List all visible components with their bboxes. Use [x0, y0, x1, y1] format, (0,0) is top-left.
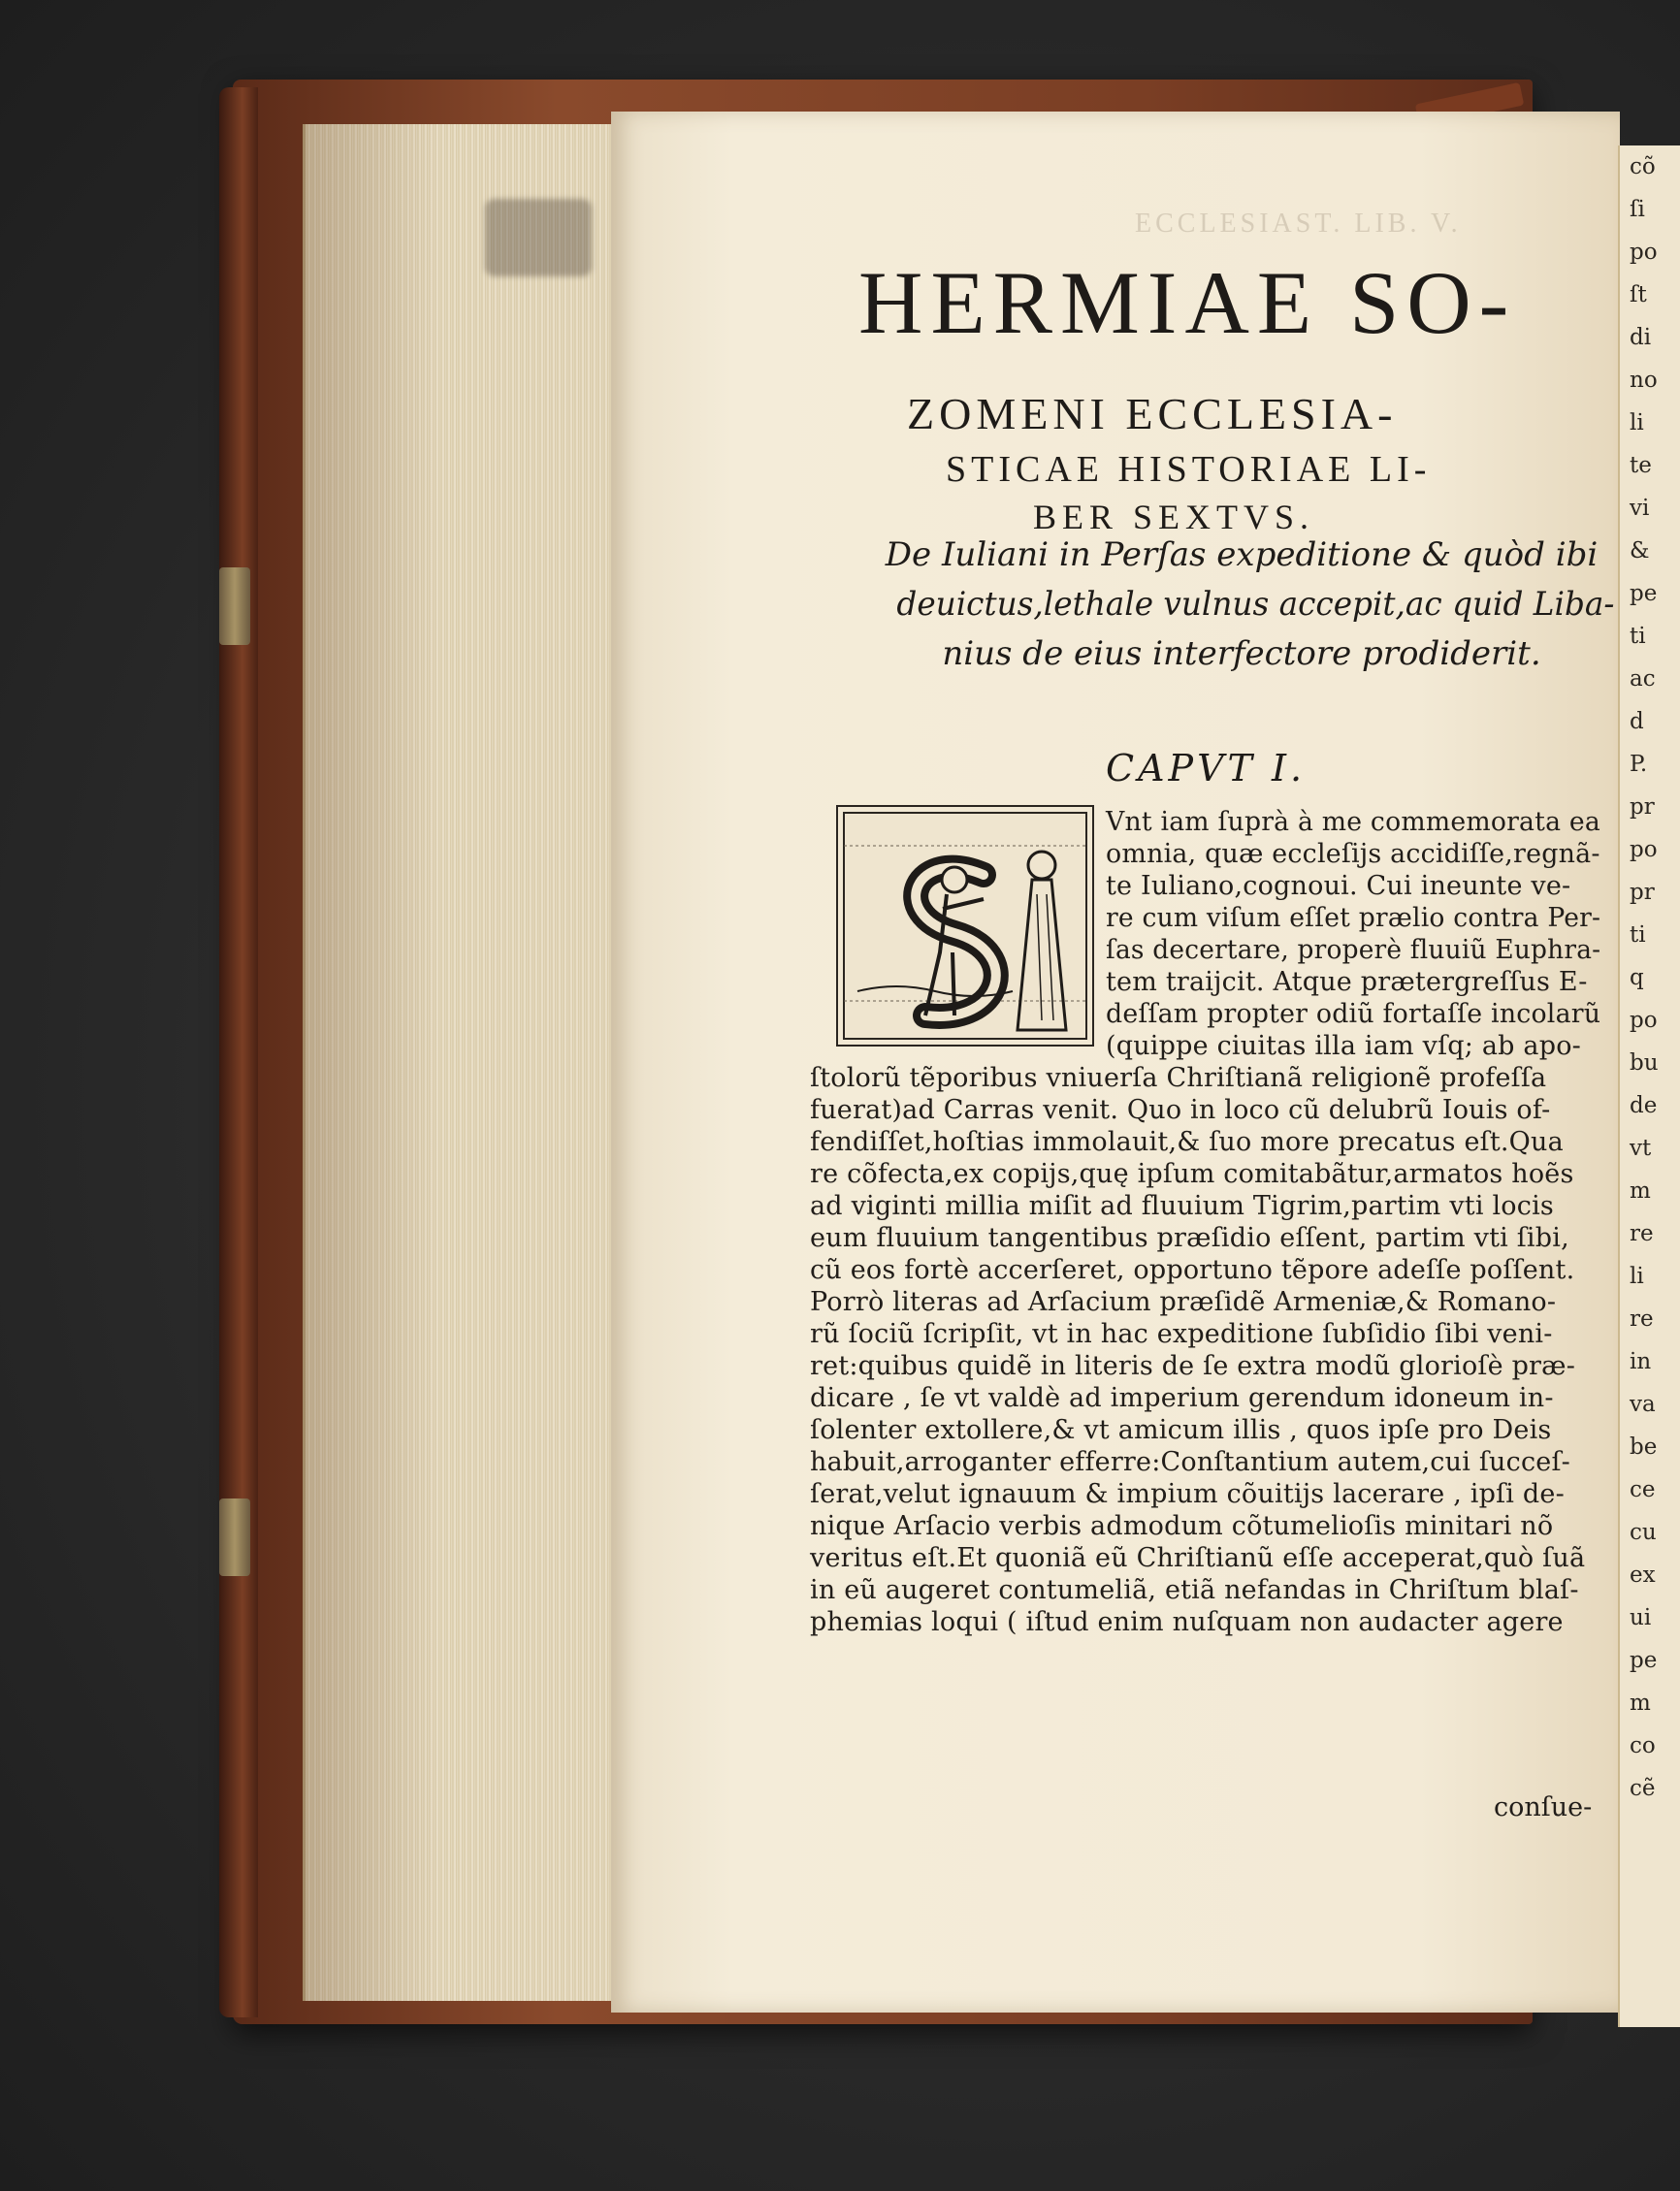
facing-page-fragment: ac: [1630, 666, 1656, 692]
chapter-summary-line: nius de eius interfectore prodiderit.: [942, 634, 1541, 673]
page-stack-shadow: [303, 124, 438, 2001]
facing-page-fragment: po: [1630, 240, 1658, 265]
facing-page-fragment: di: [1630, 325, 1652, 350]
body-text-line: deſſam propter odiũ fortaſſe incolarũ: [1106, 999, 1601, 1029]
clasp-upper: [219, 567, 250, 645]
body-text-line: habuit,arroganter efferre:Conſtantium autem,cui ſucceſ-: [810, 1447, 1570, 1477]
chapter-summary-line: deuictus,lethale vulnus accepit,ac quid Liba-: [896, 585, 1615, 624]
book-spine: [219, 87, 258, 2017]
facing-page-fragment: cu: [1630, 1520, 1657, 1545]
facing-page-fragment: vi: [1630, 496, 1650, 521]
facing-page-fragment: de: [1630, 1093, 1658, 1118]
body-text-line: veritus eſt.Et quoniã eũ Chriſtianũ eſſe acceperat,quò ſuã: [810, 1543, 1586, 1573]
facing-page-fragment: &: [1630, 538, 1650, 564]
body-text-line: omnia, quæ eccleſijs accidiſſe,regnã-: [1106, 839, 1600, 869]
title-line-1: HERMIAE SO-: [858, 253, 1517, 352]
facing-page-fragment: pr: [1630, 794, 1655, 820]
body-text-line: nique Arſacio verbis admodum cõtumelioſis minitari nõ: [810, 1511, 1554, 1541]
body-text-line: fuerat)ad Carras venit. Quo in loco cũ delubrũ Iouis of-: [810, 1095, 1551, 1125]
body-text-line: ſolenter extollere,& vt amicum illis , quos ipſe pro Deis: [810, 1415, 1552, 1445]
body-text-line: (quippe ciuitas illa iam vſq; ab apo-: [1106, 1031, 1581, 1061]
body-text-line: eum fluuium tangentibus præſidio eſſent, partim vti ſibi,: [810, 1223, 1569, 1253]
facing-page-fragment: re: [1630, 1306, 1654, 1332]
body-text-line: te Iuliano,cognoui. Cui ineunte ve-: [1106, 871, 1571, 901]
facing-page-fragment: P.: [1630, 752, 1648, 777]
body-text-line: re cõfecta,ex copijs,quę ipſum comitabãtur,armatos hoẽs: [810, 1159, 1574, 1189]
body-text-line: ſtolorũ tẽporibus vniuerſa Chriſtianã religionẽ profeſſa: [810, 1063, 1547, 1093]
facing-page-fragment: te: [1630, 453, 1652, 478]
facing-page-fragment: po: [1630, 837, 1658, 862]
show-through-text: ECCLESIAST. LIB. V.: [1135, 209, 1462, 239]
facing-page-fragment: ui: [1630, 1605, 1652, 1630]
body-text-line: Porrò literas ad Arſacium præſidẽ Armeniæ,& Romano-: [810, 1287, 1557, 1317]
facing-page-fragment: m: [1630, 1691, 1651, 1716]
body-text-line: in eũ augeret contumeliã, etiã nefandas in Chriſtum blaſ-: [810, 1575, 1579, 1605]
chapter-heading: CAPVT I.: [1106, 747, 1307, 789]
woodcut-illustration: [838, 807, 1092, 1045]
facing-page-fragment: vt: [1630, 1136, 1652, 1161]
body-text-line: cũ eos fortè accerſeret, opportuno tẽpore adeſſe poſſent.: [810, 1255, 1575, 1285]
ink-stamp: [485, 199, 592, 276]
facing-page-fragment: bu: [1630, 1050, 1659, 1076]
facing-page-fragment: va: [1630, 1392, 1656, 1417]
body-text-line: ſerat,velut ignauum & impium cõuitijs lacerare , ipſi de-: [810, 1479, 1565, 1509]
facing-page-fragment: cẽ: [1630, 1776, 1656, 1801]
body-text-line: rũ ſociũ ſcripſit, vt in hac expeditione ſubſidio ſibi veni-: [810, 1319, 1553, 1349]
facing-page-edge: [1618, 145, 1680, 2027]
facing-page-fragment: cõ: [1630, 154, 1656, 179]
facing-page-fragment: po: [1630, 1008, 1658, 1033]
facing-page-fragment: li: [1630, 410, 1644, 435]
decorated-initial: [836, 805, 1094, 1047]
body-text-line: Vnt iam ſuprà à me commemorata ea: [1106, 807, 1600, 837]
facing-page-fragment: no: [1630, 368, 1658, 393]
facing-page-fragment: in: [1630, 1349, 1652, 1374]
facing-page-fragment: ti: [1630, 624, 1646, 649]
facing-page-fragment: ti: [1630, 922, 1646, 948]
body-text-line: tem traijcit. Atque prætergreſſus E-: [1106, 967, 1588, 997]
facing-page-fragment: ce: [1630, 1477, 1656, 1502]
body-text-line: dicare , ſe vt valdè ad imperium gerendum idoneum in-: [810, 1383, 1554, 1413]
facing-page-fragment: be: [1630, 1434, 1658, 1460]
body-text-line: re cum viſum eſſet prælio contra Per-: [1106, 903, 1601, 933]
body-text-line: ret:quibus quidẽ in literis de ſe extra modũ glorioſè præ-: [810, 1351, 1576, 1381]
facing-page-fragment: m: [1630, 1178, 1651, 1204]
facing-page-fragment: ſt: [1630, 282, 1647, 307]
facing-page-fragment: q: [1630, 965, 1644, 990]
body-text-line: fendiſſet,hoſtias immolauit,& ſuo more precatus eſt.Qua: [810, 1127, 1564, 1157]
facing-page-fragment: d: [1630, 709, 1644, 734]
body-text-line: phemias loqui ( iſtud enim nuſquam non audacter agere: [810, 1607, 1564, 1637]
facing-page-fragment: li: [1630, 1264, 1644, 1289]
facing-page-fragment: co: [1630, 1733, 1656, 1758]
facing-page-fragment: ſi: [1630, 197, 1645, 222]
facing-page-fragment: pe: [1630, 581, 1658, 606]
facing-page-fragment: pe: [1630, 1648, 1658, 1673]
facing-page-fragment: pr: [1630, 880, 1655, 905]
body-text-line: ad viginti millia miſit ad fluuium Tigrim,partim vti locis: [810, 1191, 1554, 1221]
title-line-3: STICAE HISTORIAE LI-: [946, 449, 1432, 490]
clasp-lower: [219, 1498, 250, 1576]
body-text-line: ſas decertare, properè fluuiũ Euphra-: [1106, 935, 1601, 965]
facing-page-fragment: re: [1630, 1221, 1654, 1246]
chapter-summary-line: De Iuliani in Perſas expeditione & quòd ibi: [885, 535, 1599, 574]
title-line-4: BER SEXTVS.: [1033, 498, 1315, 536]
facing-page-fragment: ex: [1630, 1563, 1656, 1588]
catchword: conſue-: [1494, 1792, 1593, 1822]
title-line-2: ZOMENI ECCLESIA-: [907, 389, 1398, 438]
